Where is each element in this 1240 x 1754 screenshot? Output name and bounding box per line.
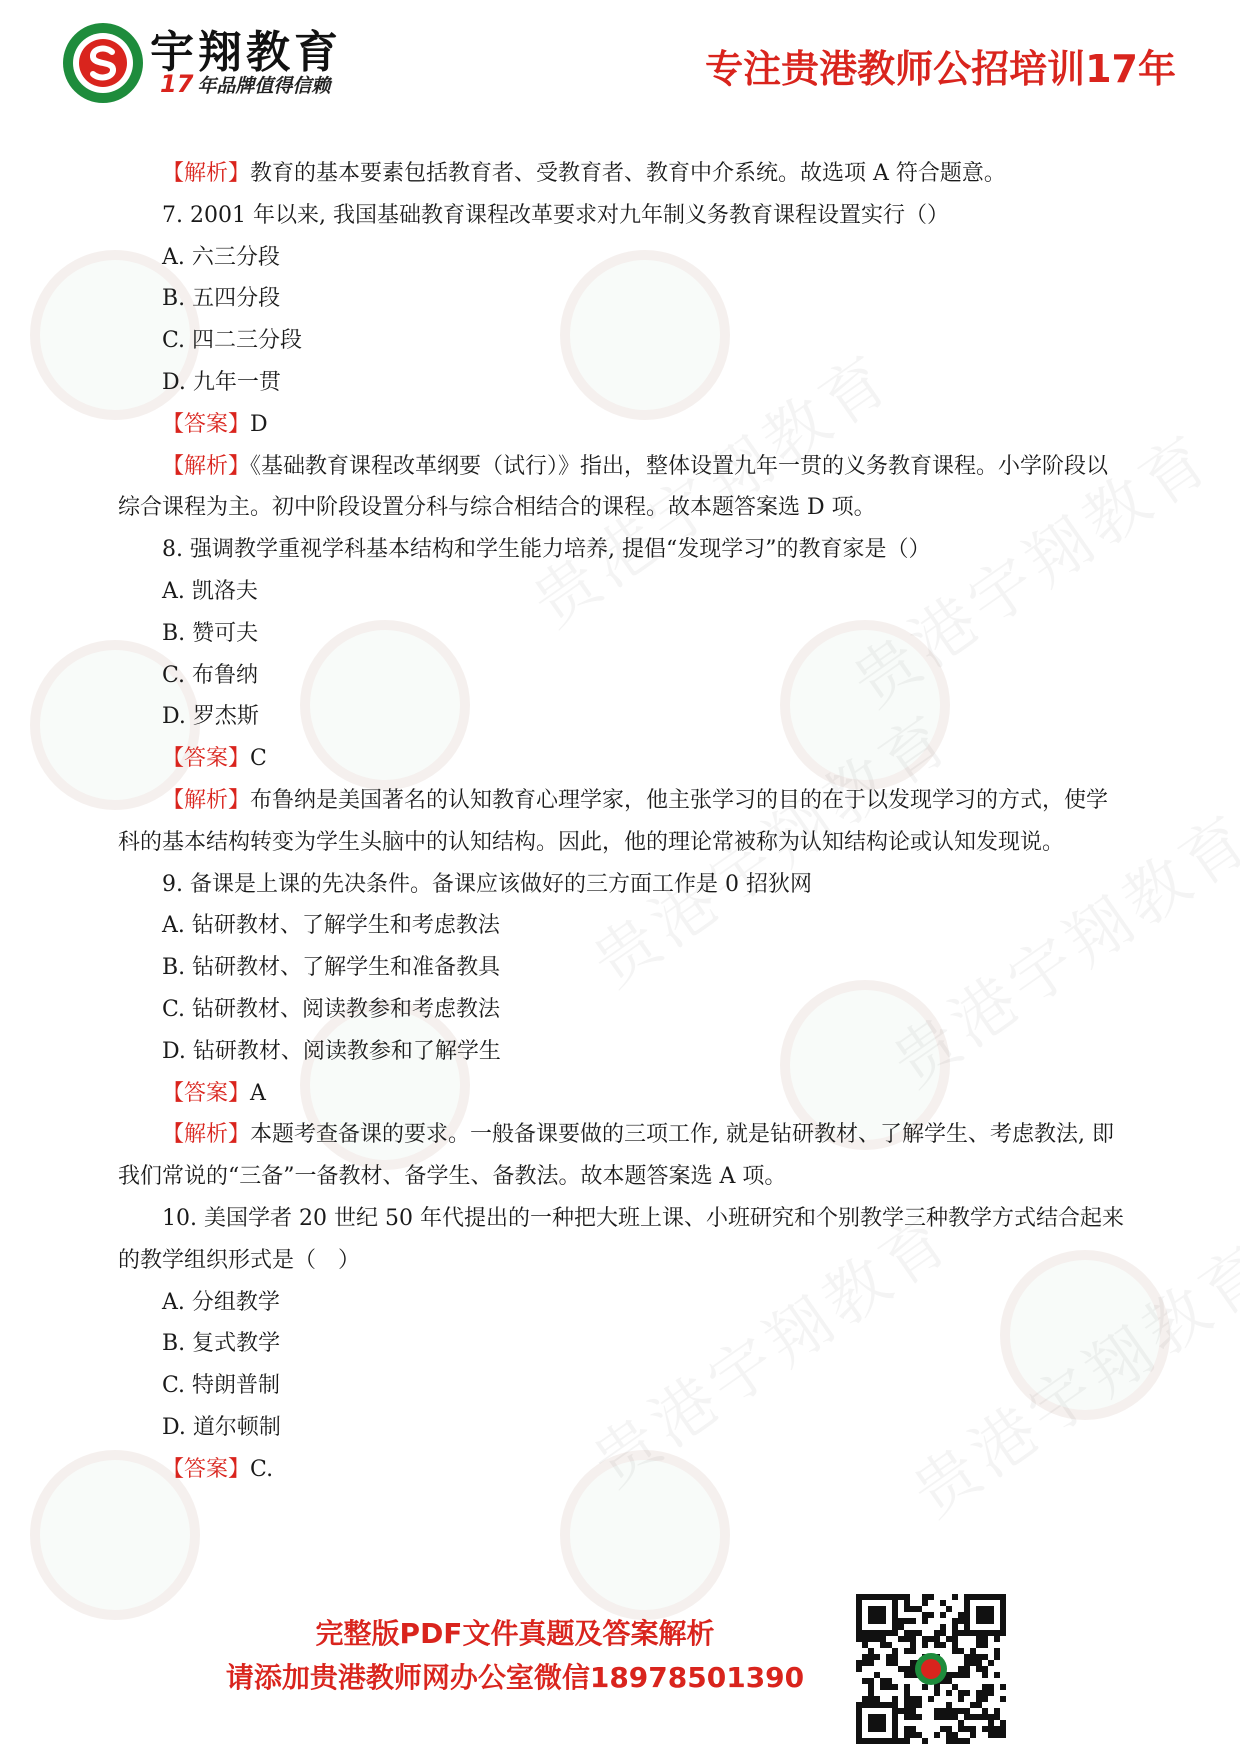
qr-module: [874, 1654, 880, 1660]
option-line: [118, 947, 1128, 989]
qr-module: [910, 1726, 916, 1732]
qr-module: [946, 1732, 952, 1738]
line-text: D. 罗杰斯: [162, 704, 259, 730]
qr-module: [952, 1642, 958, 1648]
line-text: B. 赞可夫: [162, 620, 259, 646]
qr-module: [988, 1726, 994, 1732]
qr-module: [904, 1666, 910, 1672]
line-text: D. 钻研教材、阅读教参和了解学生: [162, 1038, 501, 1064]
line-text: C. 四二三分段: [162, 328, 303, 354]
qr-module: [868, 1690, 874, 1696]
qr-module: [976, 1714, 982, 1720]
qr-module: [892, 1654, 898, 1660]
qr-module: [952, 1738, 958, 1744]
qr-module: [904, 1600, 910, 1606]
option-line: [118, 989, 1128, 1031]
qr-module: [940, 1726, 946, 1732]
qr-module: [1000, 1732, 1006, 1738]
qr-module: [994, 1648, 1000, 1654]
line-text: A. 六三分段: [162, 244, 280, 270]
qr-module: [868, 1678, 874, 1684]
qr-module: [904, 1594, 910, 1600]
qr-module: [958, 1612, 964, 1618]
qr-module: [886, 1654, 892, 1660]
qr-module: [862, 1636, 868, 1642]
answer-line: [118, 1449, 1128, 1491]
qr-module: [982, 1696, 988, 1702]
qr-module: [982, 1708, 988, 1714]
qr-module: [952, 1648, 958, 1654]
qr-module: [994, 1726, 1000, 1732]
logo-seal-icon: [62, 22, 144, 104]
qr-module: [880, 1684, 886, 1690]
qr-module: [868, 1714, 886, 1732]
qr-module: [952, 1672, 958, 1678]
qr-module: [934, 1684, 940, 1690]
line-text: A. 凯洛夫: [162, 578, 258, 604]
qr-module: [1000, 1696, 1006, 1702]
qr-module: [970, 1702, 976, 1708]
qr-module: [898, 1666, 904, 1672]
qr-module: [910, 1714, 916, 1720]
qr-module: [958, 1630, 964, 1636]
qr-module: [856, 1666, 862, 1672]
qr-module: [868, 1648, 874, 1654]
qr-module: [898, 1624, 904, 1630]
qr-module: [976, 1696, 982, 1702]
qr-module: [940, 1714, 946, 1720]
qr-module: [922, 1612, 928, 1618]
qr-module: [952, 1714, 958, 1720]
qr-module: [994, 1708, 1000, 1714]
qr-module: [880, 1642, 886, 1648]
qr-module: [934, 1642, 940, 1648]
explanation-paragraph: [118, 780, 1128, 864]
qr-module: [862, 1654, 868, 1660]
qr-module: [886, 1684, 892, 1690]
qr-module: [964, 1666, 970, 1672]
qr-module: [892, 1684, 898, 1690]
qr-module: [904, 1618, 910, 1624]
qr-module: [886, 1660, 892, 1666]
qr-module: [904, 1606, 910, 1612]
qr-module: [922, 1594, 928, 1600]
qr-module: [976, 1606, 994, 1624]
option-line: [118, 613, 1128, 655]
qr-module: [982, 1636, 988, 1642]
qr-module: [910, 1636, 916, 1642]
line-text: 教育的基本要素包括教育者、受教育者、教育中介系统。故选项 A 符合题意。: [250, 161, 1006, 186]
line-text: 本题考查备课的要求。一般备课要做的三项工作, 就是钻研教材、了解学生、考虑教法, 即我们常说的“三备”一备教材、备学生、备教法。故本题答案选 A 项。: [118, 1122, 1114, 1190]
qr-module: [856, 1636, 862, 1642]
explanation-paragraph: [118, 1114, 1128, 1198]
line-text: 9. 备课是上课的先决条件。备课应该做好的三方面工作是 0 招狄网: [162, 871, 812, 897]
qr-module: [922, 1738, 928, 1744]
qr-module: [964, 1708, 970, 1714]
qr-module: [910, 1696, 916, 1702]
qr-module: [934, 1630, 940, 1636]
explanation-paragraph: [118, 446, 1128, 530]
qr-module: [928, 1696, 934, 1702]
qr-module: [898, 1594, 904, 1600]
question-line: [118, 864, 1128, 906]
qr-module: [928, 1612, 934, 1618]
qr-module: [892, 1648, 898, 1654]
qr-module: [868, 1696, 874, 1702]
qr-module: [958, 1666, 964, 1672]
document-body: [118, 153, 1128, 1491]
line-text: 8. 强调教学重视学科基本结构和学生能力培养, 提倡“发现学习”的教育家是（）: [162, 537, 931, 563]
option-line: [118, 278, 1128, 320]
qr-module: [982, 1684, 988, 1690]
qr-module: [862, 1642, 868, 1648]
qr-module: [964, 1654, 970, 1660]
qr-module: [862, 1660, 868, 1666]
qr-module: [910, 1672, 916, 1678]
qr-module: [946, 1738, 952, 1744]
qr-module: [904, 1726, 910, 1732]
qr-module: [976, 1666, 982, 1672]
qr-module: [970, 1654, 976, 1660]
qr-module: [946, 1702, 952, 1708]
qr-module: [994, 1714, 1000, 1720]
qr-module: [958, 1738, 964, 1744]
qr-module: [904, 1684, 910, 1690]
qr-module: [964, 1672, 970, 1678]
qr-module: [904, 1696, 910, 1702]
qr-module: [868, 1660, 874, 1666]
qr-module: [880, 1636, 886, 1642]
qr-module: [946, 1636, 952, 1642]
option-line: [118, 320, 1128, 362]
qr-module: [904, 1708, 910, 1714]
qr-module: [970, 1732, 976, 1738]
qr-module: [916, 1714, 922, 1720]
qr-module: [982, 1672, 988, 1678]
qr-module: [922, 1600, 928, 1606]
qr-module: [868, 1606, 886, 1624]
qr-module: [988, 1720, 994, 1726]
qr-module: [904, 1672, 910, 1678]
qr-module: [868, 1654, 874, 1660]
qr-module: [952, 1624, 958, 1630]
qr-module: [970, 1714, 976, 1720]
qr-module: [880, 1678, 886, 1684]
qr-module: [856, 1660, 862, 1666]
qr-module: [952, 1684, 958, 1690]
page-header: [0, 0, 1240, 110]
qr-module: [886, 1678, 892, 1684]
qr-module: [922, 1636, 928, 1642]
qr-module: [940, 1624, 946, 1630]
qr-module: [976, 1702, 982, 1708]
qr-module: [934, 1708, 940, 1714]
qr-module: [952, 1630, 958, 1636]
answer-line: [118, 738, 1128, 780]
qr-module: [892, 1660, 898, 1666]
option-line: [118, 1282, 1128, 1324]
option-line: [118, 1407, 1128, 1449]
qr-module: [958, 1708, 964, 1714]
line-text: C. 布鲁纳: [162, 662, 259, 688]
qr-module: [976, 1690, 982, 1696]
qr-module: [916, 1630, 922, 1636]
qr-module: [952, 1708, 958, 1714]
qr-module: [1000, 1720, 1006, 1726]
brand-name: 宇翔教育: [150, 27, 342, 78]
qr-module: [904, 1702, 910, 1708]
qr-module: [940, 1612, 946, 1618]
qr-module: [970, 1648, 976, 1654]
qr-module: [982, 1642, 988, 1648]
line-text: D. 道尔顿制: [162, 1414, 281, 1440]
qr-module: [946, 1690, 952, 1696]
explanation-paragraph: [118, 153, 1128, 195]
option-line: [118, 1323, 1128, 1365]
line-text: 布鲁纳是美国著名的认知教育心理学家，他主张学习的目的在于以发现学习的方式，使学科的基本结构转变为学生头脑中的认知结构。因此，他的理论常被称为认知结构论或认知发现说。: [118, 787, 1109, 855]
qr-module: [898, 1618, 904, 1624]
qr-module: [940, 1642, 946, 1648]
explanation-tag: 【解析】: [162, 161, 251, 186]
line-text: C.: [250, 1456, 274, 1482]
qr-module: [904, 1732, 910, 1738]
qr-module: [982, 1666, 988, 1672]
qr-module: [910, 1660, 916, 1666]
qr-module: [946, 1714, 952, 1720]
qr-module: [958, 1720, 964, 1726]
qr-module: [904, 1648, 910, 1654]
answer-line: [118, 1073, 1128, 1115]
footer-line-2: 请添加贵港教师网办公室微信18978501390: [225, 1661, 805, 1694]
line-text: 《基础教育课程改革纲要（试行）》指出，整体设置九年一贯的义务教育课程。小学阶段以综合课程为主。初中阶段设置分科与综合相结合的课程。故本题答案选 D 项。: [118, 453, 1109, 521]
qr-module: [922, 1684, 928, 1690]
qr-module: [904, 1630, 910, 1636]
option-line: [118, 905, 1128, 947]
qr-code-icon: [856, 1594, 1006, 1744]
qr-module: [940, 1708, 946, 1714]
qr-module: [964, 1738, 970, 1744]
answer-line: [118, 404, 1128, 446]
qr-module: [952, 1732, 958, 1738]
qr-module: [862, 1678, 868, 1684]
qr-module: [976, 1660, 982, 1666]
qr-module: [916, 1696, 922, 1702]
explanation-tag: 【解析】: [162, 787, 251, 813]
qr-module: [994, 1732, 1000, 1738]
qr-module: [910, 1630, 916, 1636]
line-text: D: [250, 411, 268, 437]
qr-module: [898, 1708, 904, 1714]
qr-module: [958, 1690, 964, 1696]
slogan-text: 年品牌值得信赖: [197, 75, 331, 97]
line-text: A. 钻研教材、了解学生和考虑教法: [162, 913, 500, 939]
qr-module: [1000, 1684, 1006, 1690]
qr-module: [916, 1732, 922, 1738]
qr-module: [946, 1708, 952, 1714]
qr-module: [952, 1636, 958, 1642]
line-text: 7. 2001 年以来, 我国基础教育课程改革要求对九年制义务教育课程设置实行（）: [162, 202, 949, 228]
qr-module: [904, 1714, 910, 1720]
qr-module: [862, 1696, 868, 1702]
line-text: C: [250, 746, 267, 772]
qr-module: [982, 1690, 988, 1696]
qr-center-logo-inner: [921, 1659, 941, 1679]
qr-module: [898, 1636, 904, 1642]
qr-module: [970, 1726, 976, 1732]
answer-tag: 【答案】: [162, 1080, 251, 1106]
qr-module: [910, 1648, 916, 1654]
option-line: [118, 1365, 1128, 1407]
qr-module: [958, 1618, 964, 1624]
qr-module: [904, 1738, 910, 1744]
answer-tag: 【答案】: [162, 746, 251, 772]
qr-module: [982, 1654, 988, 1660]
qr-module: [946, 1672, 952, 1678]
qr-module: [970, 1660, 976, 1666]
question-line: [118, 195, 1128, 237]
qr-module: [952, 1618, 958, 1624]
qr-module: [910, 1708, 916, 1714]
header-tagline: 专注贵港教师公招培训17年: [705, 47, 1176, 91]
qr-module: [916, 1606, 922, 1612]
qr-module: [1000, 1726, 1006, 1732]
slogan-number: 17: [160, 70, 194, 98]
qr-module: [904, 1636, 910, 1642]
line-text: C. 钻研教材、阅读教参和考虑教法: [162, 996, 501, 1022]
qr-module: [964, 1660, 970, 1666]
qr-module: [868, 1684, 874, 1690]
explanation-tag: 【解析】: [162, 1122, 251, 1148]
line-text: D. 九年一贯: [162, 369, 281, 395]
option-line: [118, 655, 1128, 697]
qr-module: [982, 1726, 988, 1732]
qr-module: [934, 1690, 940, 1696]
qr-module: [910, 1732, 916, 1738]
line-text: B. 钻研教材、了解学生和准备教具: [162, 955, 501, 981]
qr-module: [988, 1684, 994, 1690]
line-text: B. 五四分段: [162, 286, 281, 312]
option-line: [118, 1031, 1128, 1073]
qr-module: [994, 1654, 1000, 1660]
qr-module: [958, 1696, 964, 1702]
qr-module: [904, 1690, 910, 1696]
qr-module: [940, 1600, 946, 1606]
qr-module: [976, 1636, 982, 1642]
answer-tag: 【答案】: [162, 1456, 251, 1482]
qr-module: [976, 1642, 982, 1648]
qr-module: [868, 1636, 874, 1642]
option-line: [118, 696, 1128, 738]
qr-module: [910, 1606, 916, 1612]
question-line: [118, 1198, 1128, 1282]
qr-module: [934, 1636, 940, 1642]
qr-module: [958, 1726, 964, 1732]
line-text: A. 分组教学: [162, 1289, 280, 1315]
qr-module: [928, 1636, 934, 1642]
qr-module: [910, 1702, 916, 1708]
qr-module: [994, 1636, 1000, 1642]
qr-module: [934, 1732, 940, 1738]
qr-module: [910, 1618, 916, 1624]
qr-module: [886, 1642, 892, 1648]
option-line: [118, 362, 1128, 404]
qr-module: [946, 1606, 952, 1612]
qr-module: [994, 1672, 1000, 1678]
brand-slogan: [160, 70, 330, 98]
qr-module: [982, 1714, 988, 1720]
qr-module: [988, 1660, 994, 1666]
line-text: B. 复式教学: [162, 1331, 281, 1357]
qr-module: [988, 1732, 994, 1738]
qr-module: [940, 1630, 946, 1636]
qr-module: [922, 1618, 928, 1624]
answer-tag: 【答案】: [162, 411, 251, 437]
qr-module: [916, 1702, 922, 1708]
qr-module: [964, 1714, 970, 1720]
qr-module: [922, 1642, 928, 1648]
qr-module: [874, 1636, 880, 1642]
qr-module: [874, 1672, 880, 1678]
explanation-tag: 【解析】: [162, 453, 251, 479]
qr-module: [898, 1738, 904, 1744]
qr-module: [952, 1594, 958, 1600]
option-line: [118, 571, 1128, 613]
qr-module: [964, 1726, 970, 1732]
qr-module: [892, 1696, 898, 1702]
qr-module: [976, 1654, 982, 1660]
line-text: 10. 美国学者 20 世纪 50 年代提出的一种把大班上课、小班研究和个别教学三种教学方式结合起来的教学组织形式是（ ）: [118, 1205, 1124, 1273]
question-line: [118, 529, 1128, 571]
qr-module: [946, 1678, 952, 1684]
qr-module: [874, 1696, 880, 1702]
qr-module: [928, 1594, 934, 1600]
qr-module: [988, 1714, 994, 1720]
qr-module: [964, 1690, 970, 1696]
qr-module: [958, 1672, 964, 1678]
footer-line-1: 完整版PDF文件真题及答案解析: [315, 1617, 715, 1650]
qr-module: [946, 1726, 952, 1732]
line-text: A: [250, 1080, 266, 1106]
qr-module: [934, 1714, 940, 1720]
qr-module: [988, 1690, 994, 1696]
option-line: [118, 237, 1128, 279]
qr-module: [958, 1648, 964, 1654]
qr-module: [910, 1642, 916, 1648]
line-text: C. 特朗普制: [162, 1373, 281, 1399]
